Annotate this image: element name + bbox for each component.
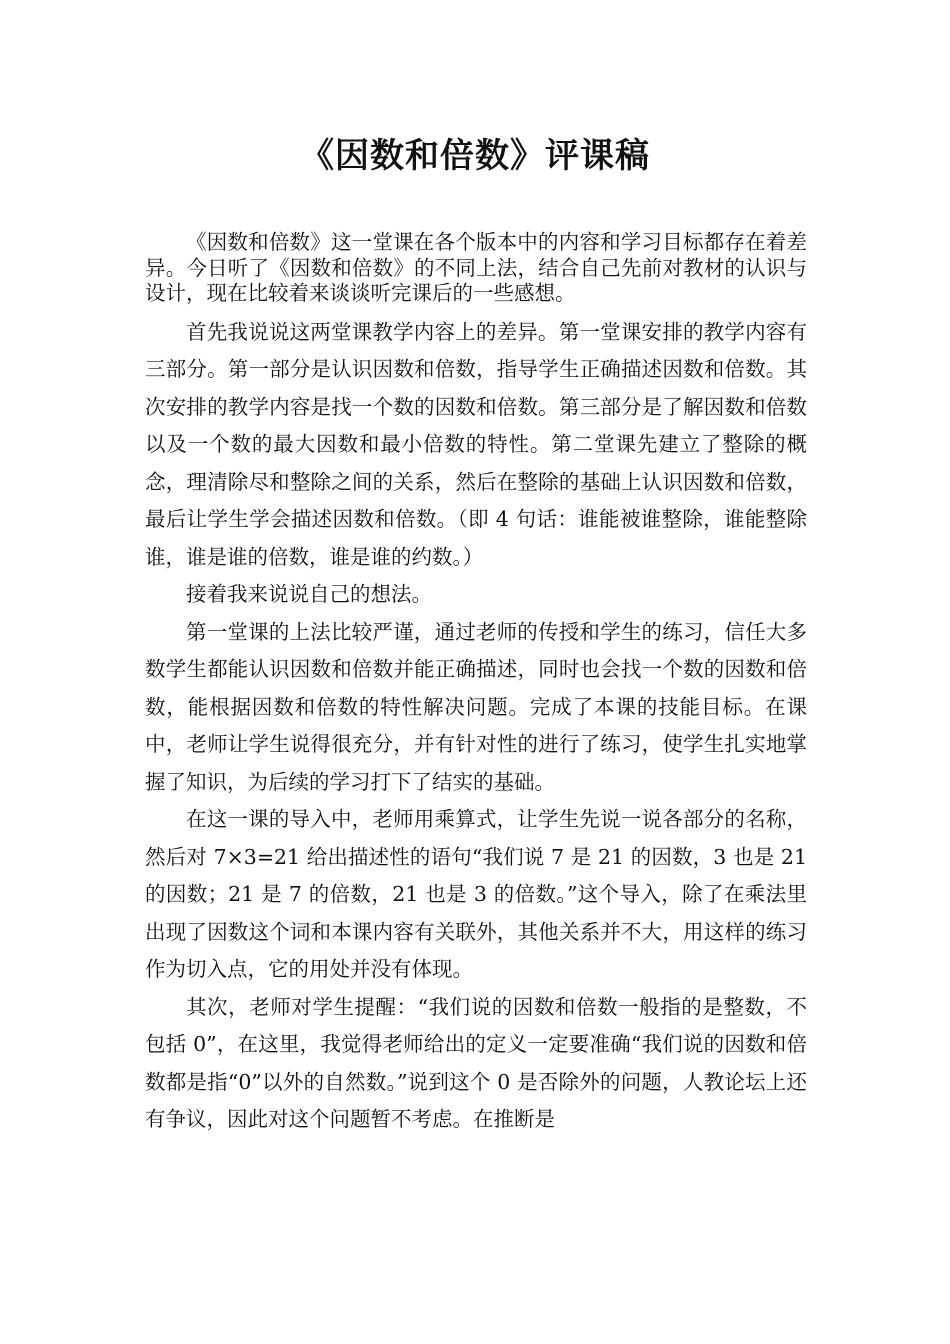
paragraph-content-differences: 首先我说说这两堂课教学内容上的差异。第一堂课安排的教学内容有三部分。第一部分是认识因数和倍数，指导学生正确描述因数和倍数。其次安排的教学内容是找一个数的因数和倍数。第三部分是了解因数和倍数以及一个数的最大因数和最小倍数的特性。第二堂课先建立了整除的概念，理清除尽和整除之间的关系，然后在整除的基础上认识因数和倍数，最后让学生学会描述因数和倍数。（即 4 句话：谁能被谁整除，谁能整除谁，谁是谁的倍数，谁是谁的约数。） (145, 319, 807, 569)
paragraph-first-lesson: 第一堂课的上法比较严谨，通过老师的传授和学生的练习，信任大多数学生都能认识因数和倍数并能正确描述，同时也会找一个数的因数和倍数，能根据因数和倍数的特性解决问题。完成了本课的技能目标。在课中，老师让学生说得很充分，并有针对性的进行了练习，使学生扎实地掌握了知识，为后续的学习打下了结实的基础。 (145, 619, 807, 794)
document-body (145, 230, 807, 1139)
paragraph-introduction-analysis: 在这一课的导入中，老师用乘算式，让学生先说一说各部分的名称，然后对 7×3=21 给出描述性的语句“我们说 7 是 21 的因数，3 也是 21 的因数；21 是 7 的倍数，21 也是 3 的倍数。”这个导入，除了在乘法里出现了因数这个词和本课内容有关联外，其他关系并不大，用这样的练习作为切入点，它的用处并没有体现。 (145, 807, 807, 981)
paragraph-definition-remark: 其次，老师对学生提醒：“我们说的因数和倍数一般指的是整数，不包括 0”，在这里，我觉得老师给出的定义一定要准确“我们说的因数和倍数都是指“0”以外的自然数。”说到这个 0 是否除外的问题，人教论坛上还有争议，因此对这个问题暂不考虑。在推断是 (145, 994, 807, 1131)
paragraph-intro: 《因数和倍数》这一堂课在各个版本中的内容和学习目标都存在着差异。今日听了《因数和倍数》的不同上法，结合自己先前对教材的认识与设计，现在比较着来谈谈听完课后的一些感想。 (145, 230, 807, 305)
document-title: 《因数和倍数》评课稿 (300, 136, 650, 176)
paragraph-transition: 接着我来说说自己的想法。 (186, 582, 432, 606)
